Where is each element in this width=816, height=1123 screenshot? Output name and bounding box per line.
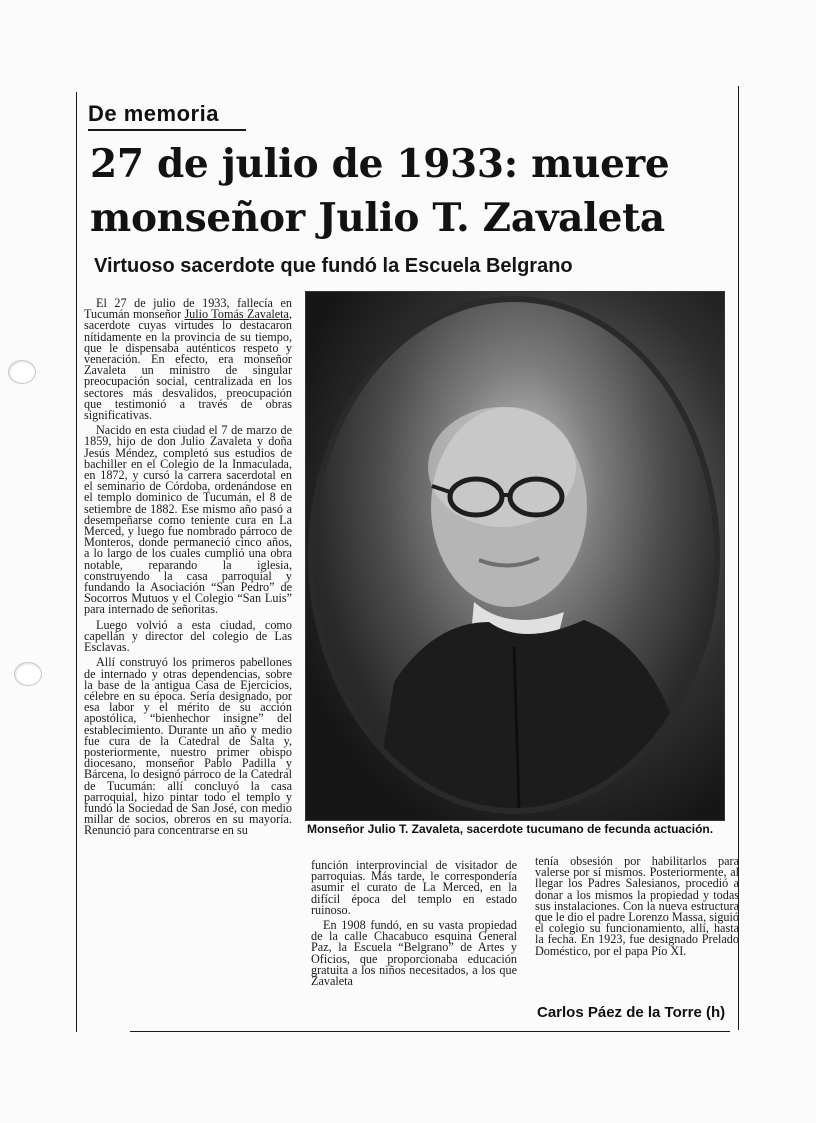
- kicker-rule: [88, 129, 246, 131]
- photo-caption: Monseñor Julio T. Zavaleta, sacerdote tucumano de fecunda actuación.: [307, 822, 714, 836]
- headline-line-1: 27 de julio de 1933: muere: [90, 141, 670, 187]
- paragraph: Luego volvió a esta ciudad, como capellán y director del colegio de Las Esclavas.: [84, 617, 292, 655]
- paragraph: función interprovincial de visitador de parroquias. Más tarde, le correspondería asumir el curato de La Merced, en la difícil época del templo en estado ruinoso.: [311, 860, 517, 917]
- portrait-photo-icon: [314, 302, 714, 808]
- text-span: El 27 de julio de 1933, fallecía en Tucumán monseñor: [84, 298, 292, 322]
- section-kicker: De memoria: [88, 101, 219, 126]
- clipping-left-border: [76, 92, 77, 1032]
- portrait-oval: [314, 302, 714, 808]
- paragraph: tenía obsesión por habilitarlos para valerse por sí mismos. Posteriormente, al llegar los Padres Salesianos, procedió a donar a los mismos la propiedad y todas sus instalaciones. Con la nueva estructura que le dio el padre Lorenzo Massa, siguió el colegio su funcionamiento, allí, hasta la fecha. En 1923, fue designado Prelado Doméstico, por el papa Pío XI.: [535, 856, 739, 958]
- author-byline: Carlos Páez de la Torre (h): [537, 1004, 726, 1021]
- text-span: , sacerdote cuyas virtudes lo destacaron nítidamente en la provincia de su tiempo, que le dispensaba auténticos respeto y veneración. En efecto, era monseñor Zavaleta un ministro de singular preocupación social, centralizada en los sectores más desvalidos, preocupación que testimonió a través de obras significativas.: [84, 307, 292, 423]
- article-column-3: [535, 856, 739, 998]
- paragraph: Nacido en esta ciudad el 7 de marzo de 1859, hijo de don Julio Zavaleta y doña Jesús Méndez, completó sus estudios de bachiller en el Colegio de la Inmaculada, en 1872, y cursó la carrera sacerdotal en el seminario de Córdoba, ordenándose en el templo dominico de Tucumán, el 8 de setiembre de 1882. Ese mismo año pasó a desempeñarse como teniente cura en La Merced, y luego fue nombrado párroco de Monteros, donde permaneció cinco años, a lo largo de los cuales cumplió una obra notable, reparando la iglesia, construyendo la casa parroquial y fundando la Asociación “San Pedro” de Socorros Mutuos y el Colegio “San Luis” para internado de señoritas.: [84, 423, 292, 617]
- punch-hole-icon: [8, 360, 36, 384]
- paragraph: [84, 298, 292, 421]
- article-column-1: [84, 298, 292, 1028]
- person-name: Julio Tomás Zavaleta: [184, 307, 289, 322]
- punch-hole-icon: [14, 662, 42, 686]
- headline-line-2: monseñor Julio T. Zavaleta: [90, 195, 665, 241]
- paragraph: En 1908 fundó, en su vasta propiedad de la calle Chacabuco esquina General Paz, la Escuela “Belgrano” de Artes y Oficios, que proporcionaba educación gratuita a los niños necesitados, a los que Zavaleta: [311, 918, 517, 989]
- portrait-photo: [305, 291, 725, 821]
- article-column-2: [311, 860, 517, 1020]
- subheadline: Virtuoso sacerdote que fundó la Escuela Belgrano: [94, 255, 573, 277]
- clipping-bottom-border: [130, 1031, 730, 1032]
- paragraph: Allí construyó los primeros pabellones de internado y otras dependencias, sobre la base de la antigua Casa de Ejercicios, célebre en su época. Sería designado, por esa labor y el mérito de su acción apostólica, “bienhechor insigne” del establecimiento. Durante un año y medio fue cura de la Catedral de Salta y, posteriormente, nuestro primer obispo diocesano, monseñor Pablo Padilla y Bárcena, lo designó párroco de la Catedral de Tucumán: allí concluyó la casa parroquial, hizo pintar todo el templo y fundó la Sociedad de San José, con medio millar de socios, obreros en su mayoría. Renunció para concentrarse en su: [84, 655, 292, 838]
